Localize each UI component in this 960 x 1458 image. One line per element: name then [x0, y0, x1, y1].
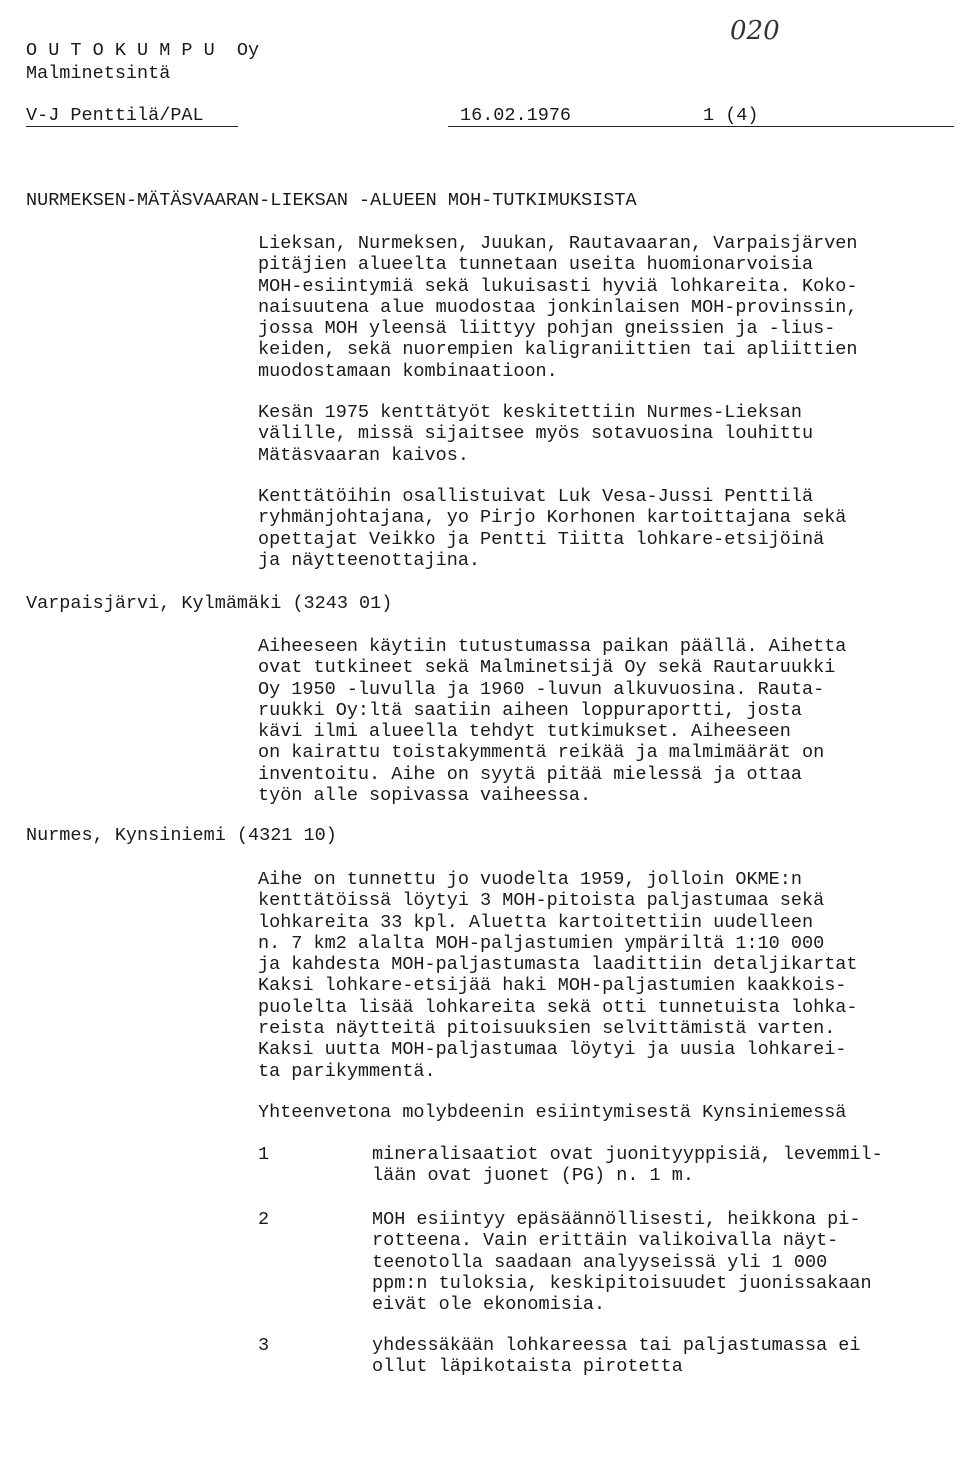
text-line: teenotolla saadaan analyyseissä yli 1 000 — [372, 1251, 828, 1273]
text-line: Kenttätöihin osallistuivat Luk Vesa-Jussi Penttilä — [258, 486, 814, 507]
text-line: on kairattu toistakymmentä reikää ja malmimäärät on — [258, 742, 825, 764]
text-line: MOH-esiintymiä sekä lukuisasti hyviä lohkareita. Koko- — [258, 275, 858, 297]
summary-item-2 — [372, 1209, 872, 1315]
text-line: ruukki Oy:ltä saatiin aiheen loppuraportti, josta — [258, 699, 802, 721]
text-line: ja kahdesta MOH-paljastumasta laadittiin detaljikartat — [258, 954, 858, 976]
text-line: lään ovat juonet (PG) n. 1 m. — [372, 1165, 694, 1187]
text-line: eivät ole ekonomisia. — [372, 1294, 606, 1316]
text-line: MOH esiintyy epäsäännöllisesti, heikkona pi- — [372, 1209, 861, 1230]
text-line: rotteena. Vain erittäin valikoivalla näyt- — [372, 1230, 839, 1252]
summary-heading: Yhteenvetona molybdeenin esiintymisestä Kynsiniemessä — [258, 1102, 847, 1123]
text-line: ollut läpikotaista pirotetta — [372, 1356, 683, 1378]
text-line: kävi ilmi alueella tehdyt tutkimukset. Aiheeseen — [258, 721, 791, 743]
text-line: ja näytteenottajina. — [258, 549, 481, 571]
summary-item-3 — [372, 1335, 860, 1378]
summary-item-1 — [372, 1144, 883, 1187]
document-date: 16.02.1976 — [460, 105, 572, 126]
intro-paragraph-2 — [258, 402, 813, 466]
text-line: Oy 1950 -luvulla ja 1960 -luvun alkuvuosina. Rauta- — [258, 678, 825, 700]
text-line: kenttätöissä löytyi 3 MOH-pitoista paljastumaa sekä — [258, 890, 825, 912]
item-number-3: 3 — [258, 1335, 270, 1356]
document-title: NURMEKSEN-MÄTÄSVAARAN-LIEKSAN -ALUEEN MOH-TUTKIMUKSISTA — [26, 190, 637, 211]
text-line: puolelta lisää lohkareita sekä otti tunnetuista lohka- — [258, 996, 858, 1018]
text-line: ovat tutkineet sekä Malminetsijä Oy sekä Rautaruukki — [258, 657, 836, 679]
text-line: n. 7 km2 alalta MOH-paljastumien ympäriltä 1:10 000 — [258, 932, 825, 954]
kynsiniemi-paragraph — [258, 869, 858, 1082]
text-line: Kaksi lohkare-etsijää haki MOH-paljastumien kaakkois- — [258, 975, 847, 997]
text-line: Lieksan, Nurmeksen, Juukan, Rautavaaran, Varpaisjärven — [258, 233, 858, 254]
header-underline-right — [448, 126, 954, 127]
text-line: mineralisaatiot ovat juonityyppisiä, levemmil- — [372, 1144, 883, 1165]
division-name: Malminetsintä — [26, 63, 171, 84]
text-line: reista näytteitä pitoisuuksien selvittämistä varten. — [258, 1018, 836, 1040]
section-heading-kylmamaki: Varpaisjärvi, Kylmämäki (3243 01) — [26, 593, 393, 614]
intro-paragraph-3 — [258, 486, 846, 571]
text-line: yhdessäkään lohkareessa tai paljastumassa ei — [372, 1335, 861, 1356]
text-line: Aihe on tunnettu jo vuodelta 1959, jolloin OKME:n — [258, 869, 802, 890]
item-number-1: 1 — [258, 1144, 270, 1165]
text-line: ta parikymmentä. — [258, 1060, 436, 1082]
text-line: naisuutena alue muodostaa jonkinlaisen MOH-provinssin, — [258, 296, 858, 318]
text-line: Kesän 1975 kenttätyöt keskitettiin Nurmes-Lieksan — [258, 402, 802, 423]
text-line: jossa MOH yleensä liittyy pohjan gneissien ja -lius- — [258, 318, 836, 340]
text-line: pitäjien alueelta tunnetaan useita huomionarvoisia — [258, 254, 814, 276]
text-line: keiden, sekä nuorempien kaligraniittien tai apliittien — [258, 339, 858, 361]
company-name: O U T O K U M P U Oy — [26, 40, 260, 61]
item-number-2: 2 — [258, 1209, 270, 1230]
text-line: Mätäsvaaran kaivos. — [258, 444, 469, 466]
kylmamaki-paragraph — [258, 636, 846, 806]
text-line: inventoitu. Aihe on syytä pitää mielessä ja ottaa — [258, 763, 802, 785]
text-line: Kaksi uutta MOH-paljastumaa löytyi ja uusia lohkarei- — [258, 1039, 847, 1061]
text-line: välille, missä sijaitsee myös sotavuosina louhittu — [258, 423, 814, 445]
intro-paragraph-1 — [258, 233, 858, 382]
text-line: lohkareita 33 kpl. Aluetta kartoitettiin uudelleen — [258, 911, 814, 933]
section-heading-kynsiniemi: Nurmes, Kynsiniemi (4321 10) — [26, 825, 337, 846]
author-ref: V-J Penttilä/PAL — [26, 105, 204, 126]
text-line: muodostamaan kombinaatioon. — [258, 360, 558, 382]
text-line: opettajat Veikko ja Pentti Tiitta lohkare-etsijöinä — [258, 528, 825, 550]
handwritten-page-number: 020 — [730, 16, 780, 46]
header-underline-left — [26, 126, 238, 127]
page-indicator: 1 (4) — [703, 105, 759, 126]
text-line: ryhmänjohtajana, yo Pirjo Korhonen kartoittajana sekä — [258, 507, 847, 529]
text-line: työn alle sopivassa vaiheessa. — [258, 785, 592, 807]
text-line: Aiheeseen käytiin tutustumassa paikan päällä. Aihetta — [258, 636, 847, 657]
text-line: ppm:n tuloksia, keskipitoisuudet juonissakaan — [372, 1272, 872, 1294]
